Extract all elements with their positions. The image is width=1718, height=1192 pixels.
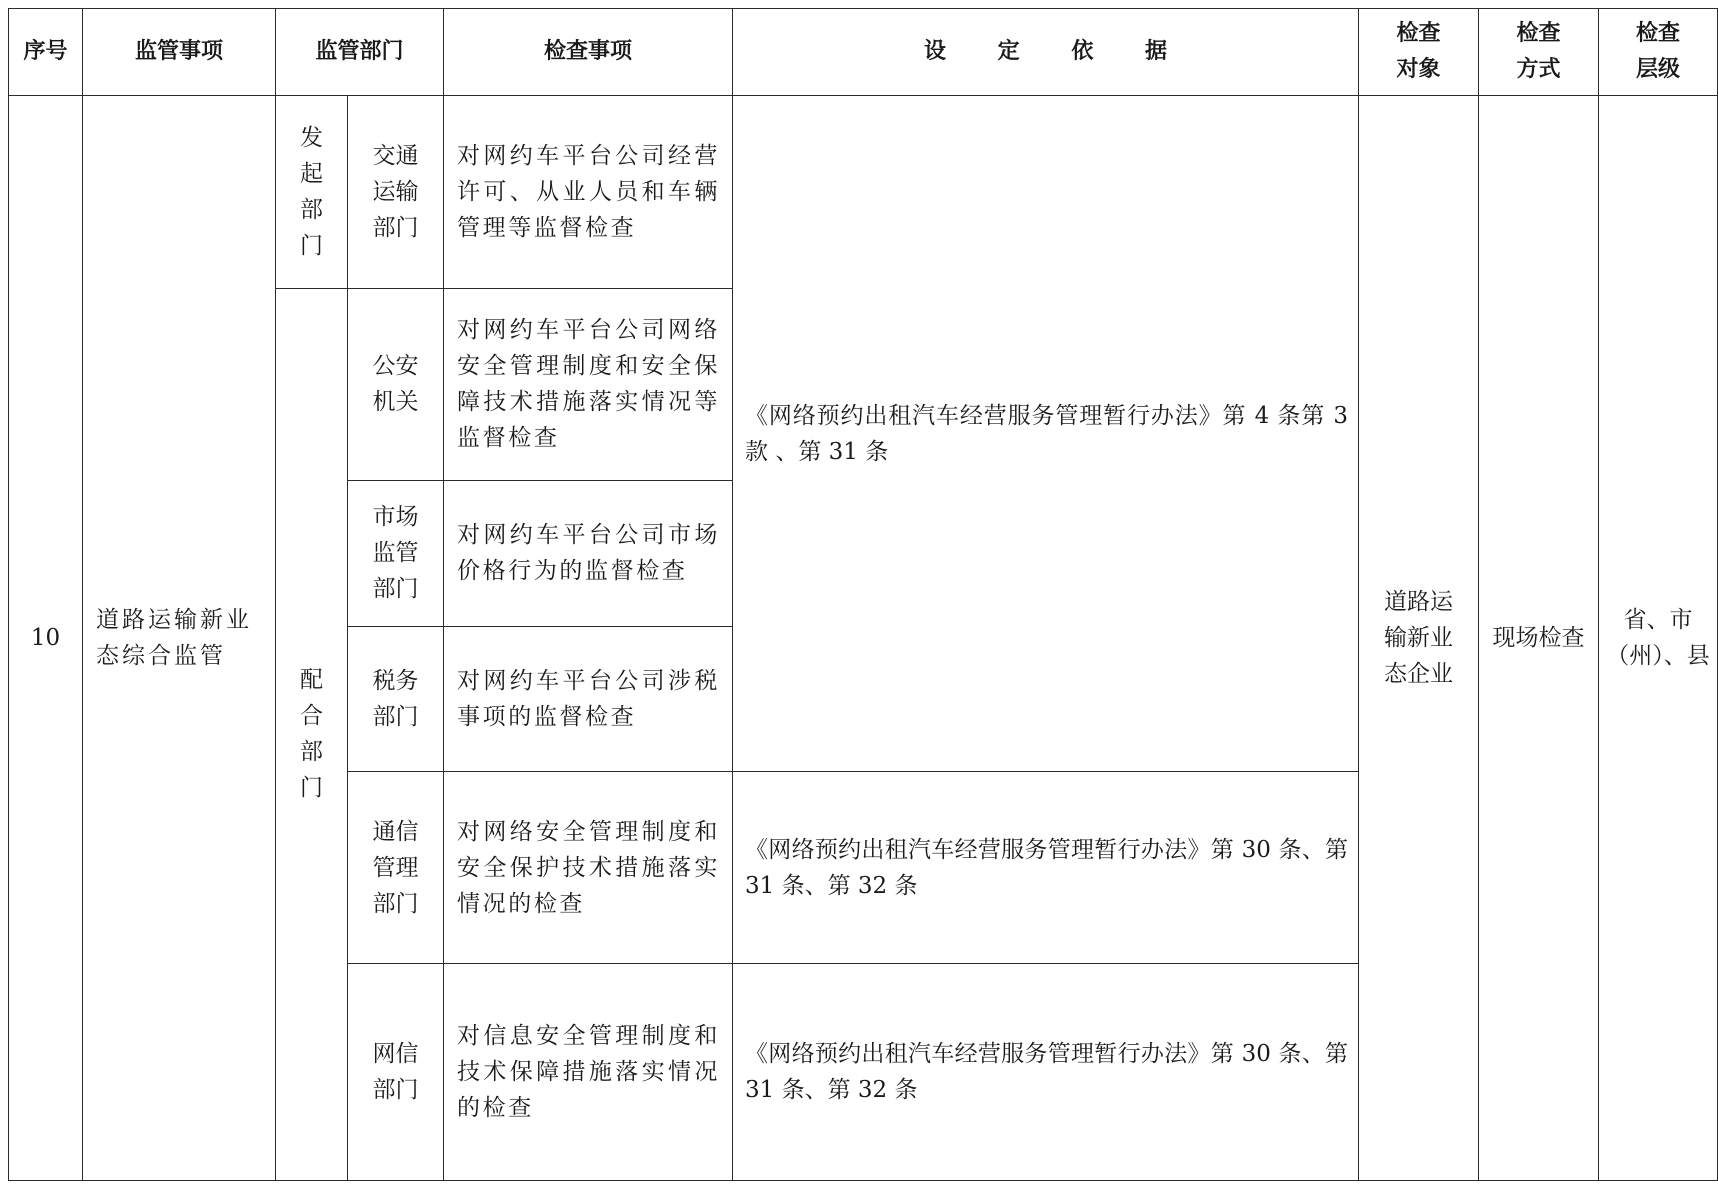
- header-basis-text: 设 定 依 据: [924, 39, 1189, 65]
- basis-text: 《网络预约出租汽车经营服务管理暂行办法》第 4 条第 3 款 、第 31 条: [745, 402, 1349, 465]
- cell-check-item-1: [444, 96, 733, 288]
- header-check-method-text: 检查方式: [1516, 21, 1561, 83]
- basis-text: 《网络预约出租汽车经营服务管理暂行办法》第 30 条、第 31 条、第 32 条: [745, 836, 1349, 899]
- check-item-text: 对网约车平台公司涉税事项的监督检查: [457, 667, 721, 730]
- check-item-text: 对网约车平台公司经营许可、从业人员和车辆管理等监督检查: [457, 142, 721, 241]
- header-basis: [733, 9, 1359, 96]
- cell-dept-6: [348, 964, 444, 1181]
- dept-name: 网信部门: [372, 1041, 419, 1104]
- header-supervision-item: 监管事项: [83, 9, 276, 96]
- cell-check-object: [1359, 96, 1479, 1181]
- cell-check-item-6: [444, 964, 733, 1181]
- header-row: [9, 9, 1718, 96]
- cell-initiating-label: [276, 96, 348, 288]
- header-check-object-text: 检查对象: [1396, 21, 1441, 83]
- cell-check-item-4: [444, 626, 733, 771]
- supervision-matter-text: 道路运输新业态综合监管: [96, 607, 252, 670]
- cell-dept-5: [348, 771, 444, 963]
- header-check-method: [1479, 9, 1599, 96]
- header-check-item: 检查事项: [444, 9, 733, 96]
- cell-supervision-matter: [83, 96, 276, 1181]
- inspection-table-sheet: [8, 8, 1717, 1181]
- cell-cooperating-label: [276, 288, 348, 1180]
- cell-dept-1: [348, 96, 444, 288]
- check-item-text: 对网约车平台公司网络安全管理制度和安全保障技术措施落实情况等监督检查: [457, 317, 721, 452]
- basis-text: 《网络预约出租汽车经营服务管理暂行办法》第 30 条、第 31 条、第 32 条: [745, 1041, 1349, 1104]
- check-level-text: 省、市（州）、县: [1606, 607, 1710, 670]
- cell-check-level: [1599, 96, 1718, 1181]
- cell-dept-4: [348, 626, 444, 771]
- table-row: [9, 96, 1718, 288]
- cell-check-item-5: [444, 771, 733, 963]
- check-object-text: 道路运输新业态企业: [1384, 589, 1454, 688]
- cell-dept-2: [348, 288, 444, 480]
- dept-name: 交通运输部门: [372, 142, 419, 241]
- header-check-object: [1359, 9, 1479, 96]
- initiating-dept-label: 发起部门: [300, 124, 323, 259]
- check-item-text: 对网络安全管理制度和安全保护技术措施落实情况的检查: [457, 818, 721, 917]
- inspection-table: [8, 8, 1718, 1181]
- cell-basis-3: [733, 964, 1359, 1181]
- check-item-text: 对网约车平台公司市场价格行为的监督检查: [457, 522, 721, 585]
- check-item-text: 对信息安全管理制度和技术保障措施落实情况的检查: [457, 1023, 721, 1122]
- dept-name: 公安机关: [372, 353, 419, 416]
- dept-name: 通信管理部门: [372, 818, 419, 917]
- cell-basis-1: [733, 96, 1359, 772]
- cell-check-item-3: [444, 481, 733, 626]
- cell-check-method: 现场检查: [1479, 96, 1599, 1181]
- header-supervision-dept: 监管部门: [276, 9, 444, 96]
- dept-name: 税务部门: [372, 667, 419, 730]
- cooperating-dept-label: 配合部门: [300, 667, 323, 802]
- dept-name: 市场监管部门: [372, 504, 419, 603]
- header-check-level-text: 检查层级: [1636, 21, 1681, 83]
- header-seq: 序号: [9, 9, 83, 96]
- cell-seq: 10: [9, 96, 83, 1181]
- cell-dept-3: [348, 481, 444, 626]
- header-check-level: [1599, 9, 1718, 96]
- cell-check-item-2: [444, 288, 733, 480]
- cell-basis-2: [733, 771, 1359, 963]
